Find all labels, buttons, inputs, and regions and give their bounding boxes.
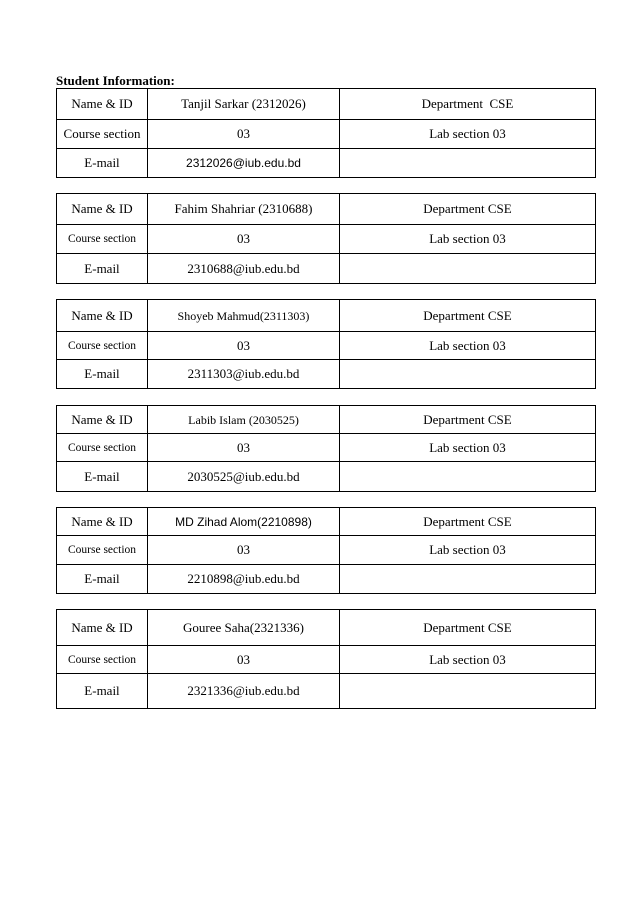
email-label: E-mail: [57, 674, 148, 709]
department-value: Department CSE: [340, 610, 596, 646]
name-id-label: Name & ID: [57, 194, 148, 225]
email-label: E-mail: [57, 149, 148, 178]
course-section-label: Course section: [57, 120, 148, 149]
email-empty-cell: [340, 149, 596, 178]
email-empty-cell: [340, 360, 596, 389]
email-value: 2311303@iub.edu.bd: [148, 360, 340, 389]
student-table-1: [56, 88, 596, 178]
course-section-label: Course section: [57, 332, 148, 360]
section-row: [57, 332, 596, 360]
course-section-value: 03: [148, 434, 340, 462]
email-row: [57, 360, 596, 389]
lab-section-value: Lab section 03: [340, 434, 596, 462]
name-id-value: Fahim Shahriar (2310688): [148, 194, 340, 225]
email-value: 2210898@iub.edu.bd: [148, 565, 340, 594]
student-table-3: [56, 299, 596, 389]
department-value: Department CSE: [340, 89, 596, 120]
name-row: [57, 89, 596, 120]
email-label: E-mail: [57, 565, 148, 594]
lab-section-value: Lab section 03: [340, 646, 596, 674]
name-row: [57, 300, 596, 332]
name-id-value: MD Zihad Alom(2210898): [148, 508, 340, 536]
name-id-value: Shoyeb Mahmud(2311303): [148, 300, 340, 332]
section-heading: Student Information:: [56, 73, 175, 88]
course-section-value: 03: [148, 120, 340, 149]
email-value: 2312026@iub.edu.bd: [148, 149, 340, 178]
name-row: [57, 508, 596, 536]
course-section-label: Course section: [57, 434, 148, 462]
name-id-value: Labib Islam (2030525): [148, 406, 340, 434]
lab-section-value: Lab section 03: [340, 225, 596, 254]
section-row: [57, 536, 596, 565]
email-value: 2310688@iub.edu.bd: [148, 254, 340, 284]
email-row: [57, 565, 596, 594]
email-value: 2321336@iub.edu.bd: [148, 674, 340, 709]
lab-section-value: Lab section 03: [340, 332, 596, 360]
name-id-label: Name & ID: [57, 300, 148, 332]
name-row: [57, 194, 596, 225]
course-section-value: 03: [148, 225, 340, 254]
email-empty-cell: [340, 254, 596, 284]
course-section-label: Course section: [57, 225, 148, 254]
email-empty-cell: [340, 565, 596, 594]
email-value: 2030525@iub.edu.bd: [148, 462, 340, 492]
course-section-value: 03: [148, 332, 340, 360]
email-row: [57, 462, 596, 492]
email-empty-cell: [340, 674, 596, 709]
email-label: E-mail: [57, 254, 148, 284]
name-id-value: Gouree Saha(2321336): [148, 610, 340, 646]
student-table-4: [56, 405, 596, 492]
name-id-label: Name & ID: [57, 610, 148, 646]
name-row: [57, 406, 596, 434]
name-id-label: Name & ID: [57, 406, 148, 434]
email-empty-cell: [340, 462, 596, 492]
course-section-value: 03: [148, 646, 340, 674]
name-id-label: Name & ID: [57, 508, 148, 536]
email-label: E-mail: [57, 360, 148, 389]
email-row: [57, 254, 596, 284]
course-section-label: Course section: [57, 646, 148, 674]
student-table-6: [56, 609, 596, 709]
name-id-label: Name & ID: [57, 89, 148, 120]
department-value: Department CSE: [340, 194, 596, 225]
course-section-label: Course section: [57, 536, 148, 565]
name-id-value: Tanjil Sarkar (2312026): [148, 89, 340, 120]
department-value: Department CSE: [340, 300, 596, 332]
lab-section-value: Lab section 03: [340, 536, 596, 565]
department-value: Department CSE: [340, 508, 596, 536]
department-value: Department CSE: [340, 406, 596, 434]
section-row: [57, 225, 596, 254]
course-section-value: 03: [148, 536, 340, 565]
student-table-5: [56, 507, 596, 594]
section-row: [57, 120, 596, 149]
email-row: [57, 149, 596, 178]
lab-section-value: Lab section 03: [340, 120, 596, 149]
section-row: [57, 434, 596, 462]
section-row: [57, 646, 596, 674]
email-label: E-mail: [57, 462, 148, 492]
name-row: [57, 610, 596, 646]
email-row: [57, 674, 596, 709]
student-table-2: [56, 193, 596, 284]
